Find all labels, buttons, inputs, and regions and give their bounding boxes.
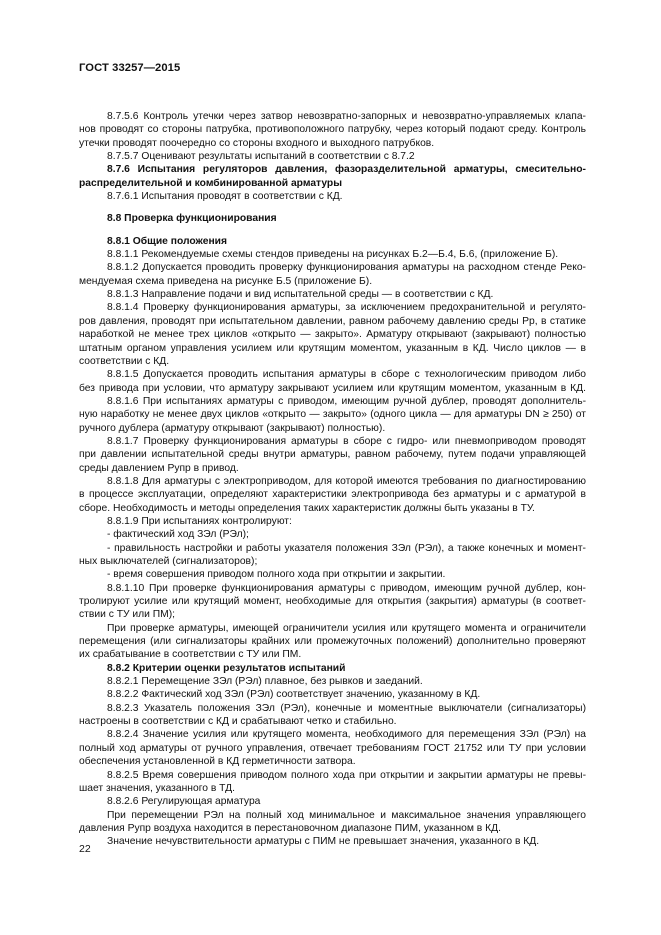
- text-line: утечки проводят поочередно со стороны входного и выходного патрубков.: [79, 137, 435, 149]
- text-line: 8.8.1.2 Допускается проводить проверку функционирования арматуры на расходном стенде Реко-: [107, 262, 586, 274]
- text-line: 8.7.5.7 Оценивают результаты испытаний в соответствии с 8.7.2: [107, 151, 415, 163]
- text-line: 8.8.1.5 Допускается проводить испытания арматуры в сборе с технологическим приводом либо: [107, 369, 586, 381]
- text-line: 8.8.2.4 Значение усилия или крутящего момента, необходимого для перемещения ЗЭл (РЭл) на: [107, 729, 586, 741]
- text-line: 8.8.1.1 Рекомендуемые схемы стендов приведены на рисунках Б.2—Б.4, Б.6, (приложение Б).: [107, 249, 559, 261]
- text-line: наработкой не менее трех циклов «открыто — закрыто». Арматуру открывают (закрывают) полностью: [79, 329, 586, 341]
- text-line: давления Pупр воздуха находится в перестановочном диапазоне ПИМ, указанном в КД.: [79, 822, 501, 834]
- document-header: ГОСТ 33257—2015: [79, 62, 181, 74]
- text-line: ную наработку не менее двух циклов «открыто — закрыто» (одного цикла — для арматуры DN ≥ 250) от: [79, 409, 586, 421]
- document-body: [79, 110, 586, 849]
- text-line: шает значения, указанного в ТД.: [79, 782, 235, 794]
- text-line: перемещения (или сигнализаторы крайних или промежуточных положений) дополнительно проверяют: [79, 636, 586, 648]
- text-line: 8.7.5.6 Контроль утечки через затвор невозвратно-запорных и невозвратно-управляемых клапа-: [107, 111, 586, 122]
- text-line: нов проводят со стороны патрубка, противоположного патрубку, через который подают среду. Контроль: [79, 124, 586, 136]
- text-line: их срабатывание в соответствии с ТУ или ПМ.: [79, 649, 302, 661]
- text-line: 8.8.2.6 Регулирующая арматура: [107, 796, 261, 808]
- text-line: При перемещении РЭл на полный ход минимальное и максимальное значения управляющего: [107, 809, 586, 821]
- section-heading-line: 8.8 Проверка функционирования: [107, 213, 277, 225]
- text-line: - время совершения приводом полного хода при открытии и закрытии.: [107, 569, 446, 581]
- text-line: 8.8.2.3 Указатель положения ЗЭл (РЭл), конечные и моментные выключатели (сигнализаторы): [107, 702, 586, 714]
- text-line: 8.8.1.6 При испытаниях арматуры с приводом, имеющим ручной дублер, проводят дополнитель-: [107, 395, 586, 407]
- section-heading-line: 8.7.6 Испытания регуляторов давления, фазоразделительной арматуры, смесительно-: [107, 164, 586, 176]
- text-line: 8.8.1.10 При проверке функционирования арматуры с приводом, имеющим ручной дублер, кон-: [107, 582, 586, 594]
- text-line: 8.8.1.7 Проверку функционирования арматуры в сборе с гидро- или пневмоприводом проводят: [107, 435, 586, 447]
- section-heading-line: 8.8.1 Общие положения: [107, 235, 227, 247]
- text-line: При проверке арматуры, имеющей ограничители усилия или крутящего момента и ограничители: [107, 622, 586, 634]
- section-heading-line: 8.8.2 Критерии оценки результатов испытаний: [107, 662, 346, 674]
- text-line: 8.8.2.1 Перемещение ЗЭл (РЭл) плавное, без рывков и заеданий.: [107, 676, 423, 688]
- text-line: ствии с ТУ или ПМ);: [79, 609, 176, 621]
- paragraph-gap: [79, 226, 586, 235]
- text-line: 8.7.6.1 Испытания проводят в соответствии с КД.: [107, 191, 343, 203]
- text-line: среды давлением Pупр в привод.: [79, 462, 239, 474]
- text-line: ручного дублера (арматуру открывают (закрывают) полностью).: [79, 422, 386, 434]
- text-line: 8.8.1.3 Направление подачи и вид испытательной среды — в соответствии с КД.: [107, 289, 494, 301]
- text-line: мендуемая схема приведена на рисунке Б.5 (приложение Б).: [79, 275, 373, 287]
- text-line: настроены в соответствии с КД и срабатывают четко и стабильно.: [79, 716, 397, 728]
- text-line: соответствии с КД.: [79, 355, 170, 367]
- text-line: - правильность настройки и работы указателя положения ЗЭл (РЭл), а также конечных и момент-: [107, 542, 586, 554]
- text-line: ных выключателей (сигнализаторов);: [79, 556, 258, 567]
- text-line: - фактический ход ЗЭл (РЭл);: [107, 529, 249, 541]
- text-line: 8.8.1.9 При испытаниях контролируют:: [107, 515, 292, 527]
- text-line: 8.8.2.5 Время совершения приводом полного хода при открытии и закрытии арматуры не превы-: [107, 769, 586, 781]
- text-line: 8.8.1.8 Для арматуры с электроприводом, для которой имеются требования по диагностированию: [107, 475, 586, 487]
- text-line: ров давления, проводят при испытательном давлении, равном рабочему давлению среды Pр, в статике: [79, 315, 586, 327]
- page-number: 22: [79, 843, 91, 855]
- text-line: 8.8.2.2 Фактический ход ЗЭл (РЭл) соответствует значению, указанному в КД.: [107, 689, 481, 701]
- text-line: обеспечения установленной в КД герметичности затвора.: [79, 756, 356, 768]
- text-line: полный ход арматуры от ручного управления, отвечает требованиям ГОСТ 21752 или ТУ при условии: [79, 742, 586, 754]
- text-line: без привода при условии, что арматуру закрывают усилием или крутящим моментом, указанным в КД.: [79, 382, 586, 394]
- text-line: 8.8.1.4 Проверку функционирования арматуры, за исключением предохранительной и регулято-: [107, 302, 586, 314]
- paragraph-gap: [79, 203, 586, 212]
- text-line: при давлении испытательной среды внутри арматуры, равном рабочему, путем подачи управляющей: [79, 449, 586, 461]
- text-line: тролируют усилие или крутящий момент, необходимые для открытия (закрытия) арматуры (в соответ-: [79, 596, 586, 608]
- section-heading-line: распределительной и комбинированной арматуры: [79, 177, 343, 189]
- text-line: штатным органом управления усилием или крутящим моментом, указанным в КД. Число циклов — в: [79, 342, 586, 354]
- text-line: в процессе эксплуатации, определяют характеристики электропривода без арматуры и с арматурой в: [79, 489, 586, 501]
- text-line: сборе. Необходимость и методы определения таких характеристик должны быть указаны в ТУ.: [79, 502, 535, 514]
- text-line: Значение нечувствительности арматуры с ПИМ не превышает значения, указанного в КД.: [107, 836, 540, 848]
